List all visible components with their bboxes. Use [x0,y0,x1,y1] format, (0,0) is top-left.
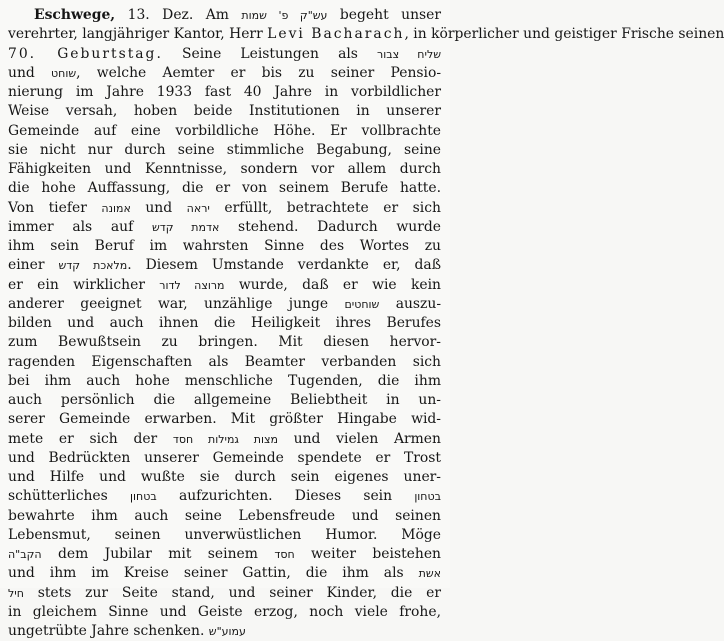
text-run: schütterliches [8,488,131,505]
article-line [8,507,441,526]
text-run: auszu- [379,295,442,312]
hebrew-term: שליח צבור [377,47,441,61]
text-run: Lebensmut, seinen unverwüstlichen Humor. Möge [8,526,441,543]
text-run: stets zur Seite stand, und seiner Kinder, die er [23,584,441,601]
text-run: auch ihnen die Heiligkeit ihres Berufes [109,315,442,331]
article-line [8,545,441,564]
hebrew-term: אדמת קדש [151,220,220,234]
text-run: serer Gemeinde erwarben. Mit größter Hingabe wid- [8,411,441,428]
hebrew-term: שוחט [51,66,77,80]
hebrew-term: חיל [8,586,24,600]
text-run: bei ihm auch hohe menschliche Tugenden, die ihm [8,372,441,389]
text-run: auch persönlich die allgemeine Beliebtheit in un- [8,392,441,408]
article-line [8,353,441,372]
hebrew-term: אשת [418,567,441,581]
article-line [8,564,441,583]
text-run: Seine Leistungen als [162,45,378,62]
text-run: 13. Dez. Am [115,7,242,23]
text-run: Eschwege, [34,7,116,23]
text-run: ungetrübte Jahre schenken. [8,623,209,639]
text-run: Gemeinde auf eine vorbildliche Höhe. Er vollbrachte [8,122,441,139]
article-line [8,468,441,487]
text-run: aufzurichten. Dieses sein [156,488,415,505]
text-run: nierung im Jahre 1933 fast 40 Jahre in vorbildlicher [8,84,441,100]
article-line [8,449,441,468]
article-line [8,64,441,83]
text-run: dem Jubilar mit seinem [41,546,275,562]
text-run: in gleichem Sinne und Geiste erzog, noch viele frohe, [8,603,441,620]
text-run: Fähigkeiten und Kenntnisse, sondern vor allem durch [8,161,441,177]
text-run: immer als auf [8,218,152,235]
text-run: Levi Bacharach [267,26,405,43]
hebrew-term: מלאכת קדש [58,259,128,273]
hebrew-term: שוחטים [344,297,380,311]
text-run: und Hilfe und wußte sie durch sein eigenes uner- [8,469,441,485]
article-line [8,25,724,44]
article-line [8,256,441,275]
text-run: begeht unser [327,7,442,23]
text-run: bewahrte ihm auch seine Lebensfreude und seinen [8,507,441,524]
text-run: ragenden Eigenschaften als Beamter verbanden sich [8,353,441,370]
text-run: weiter beistehen [294,546,441,562]
text-run: stehend. Dadurch wurde [219,218,441,235]
hebrew-term: הקב"ה [8,548,42,561]
article-line [8,218,441,237]
article-line [8,584,441,603]
article-line [8,410,441,429]
text-run: anderer geeignet war, unzählige junge [8,295,345,312]
text-run: zum Bewußtsein zu bringen. Mit diesen hervor- [8,334,441,351]
article-line [8,6,441,25]
article-line [8,295,441,314]
hebrew-term: בטחון [130,490,157,504]
text-run: erfüllt, betrachtete er sich [209,199,441,216]
hebrew-term: עש"ק פ' שמות [241,9,328,22]
article-line [8,141,441,160]
article-line [8,45,441,64]
article-line [8,102,441,121]
text-run: 70. Geburtstag. [8,45,163,62]
text-run: wurde, daß er wie kein [224,276,441,293]
article-line [8,333,441,352]
article-line [8,314,441,333]
text-run: und ihm im Kreise seiner Gattin, die ihm als [8,565,419,582]
hebrew-term: חסד [274,548,295,561]
hebrew-term: אמונה [101,201,131,215]
article-line [8,603,441,622]
text-run: . Diesem Umstande verdankte er, daß [127,257,441,274]
text-run: und [8,64,51,81]
article-line [8,276,441,295]
text-run: ihm sein Beruf im wahrsten Sinne des Wortes zu [8,238,441,254]
text-run: mete er sich der [8,430,173,447]
text-run: , in körperlicher und geistiger Frische seinen [404,26,724,43]
article-line [8,372,441,391]
text-run: er ein wirklicher [8,276,160,293]
article-line [8,526,441,545]
text-run: und [130,199,187,216]
article-line [8,83,441,102]
text-run: , welche Aemter er bis zu seiner Pensio- [76,64,442,81]
article-line [8,160,441,179]
hebrew-term: יראה [186,201,210,215]
hebrew-term: בטחון [414,490,441,504]
text-run: sie nicht nur durch seine stimmliche Begabung, seine [8,141,441,158]
article-line [8,122,441,141]
text-run: die hohe Auffassung, die er von seinem Berufe hatte. [8,180,441,197]
article-line [8,237,441,256]
hebrew-term: מצות גמילות חסד [172,432,278,446]
hebrew-term: עמוע"ש [208,625,246,638]
article-body [8,6,724,641]
article-line [8,391,441,410]
article-line [8,199,441,218]
article-line [8,179,441,198]
hebrew-term: מרוצה לדור [159,278,225,292]
text-run: bilden und [8,315,110,331]
text-run: Weise versah, hoben beide Institutionen in unserer [8,103,441,120]
text-run: einer [8,257,59,274]
article-line [8,622,441,641]
text-run: verehrter, langjähriger Kantor, Herr [8,26,268,43]
article-line [8,487,441,506]
text-run: und Bedrückten unserer Gemeinde spendete er Trost [8,449,441,466]
article-line [8,430,441,449]
text-run: Von tiefer [8,199,102,216]
text-run: und vielen Armen [277,430,441,447]
